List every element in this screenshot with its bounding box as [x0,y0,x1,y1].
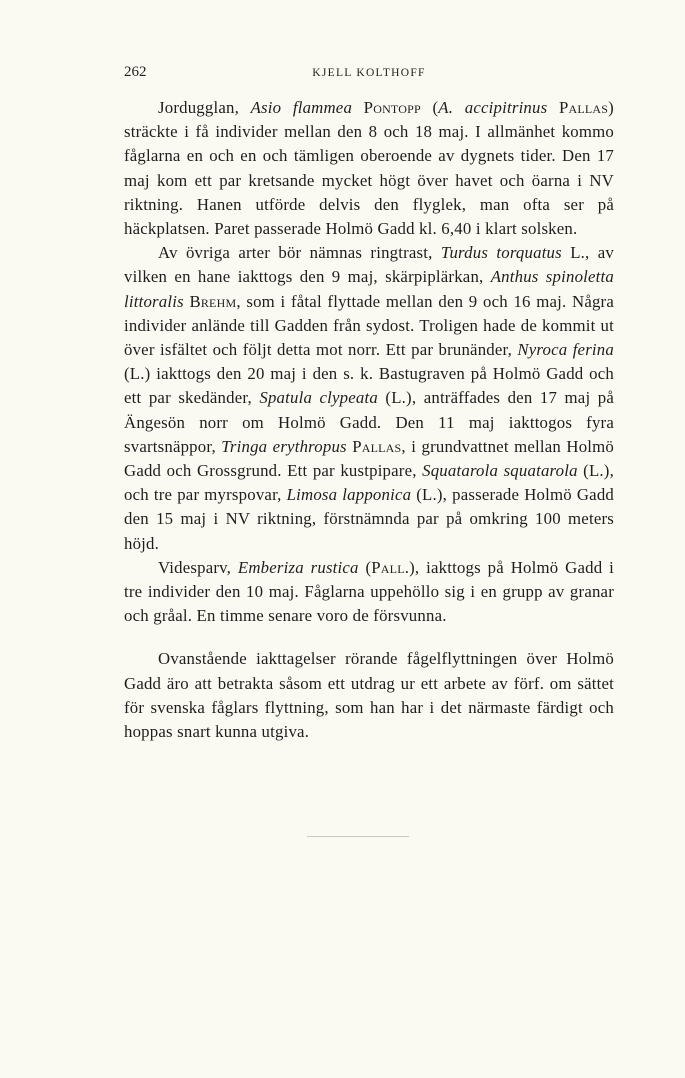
text-run [352,98,364,117]
species-name: Turdus torquatus [440,243,562,263]
species-name: Nyroca ferina [517,340,614,360]
paragraph [124,96,614,241]
text-run: , som i fåtal flyttade mellan den 9 och 16 maj. Några individer anlände till Gadden från sydost. Troligen hade de kommit ut över isfältet och följt detta mot norr. Ett par brunänder, [124,291,614,360]
author-name: Pontopp [363,98,421,117]
text-run: (L.), anträffades den 17 maj på Ängesön norr om Holmö Gadd. Den 11 maj iakttogos fyra svartsnäppor, [124,388,615,456]
species-name: Asio flammea [250,98,353,117]
running-head: KJELL KOLTHOFF [312,67,426,79]
text-run: ), iakttogs på Holmö Gadd i tre individer den 10 maj. Fåglarna uppehöllo sig i en grupp av granar och gråal. En timme senare voro de försvunna. [124,557,614,626]
text-run: (L.), passerade Holmö Gadd den 15 maj i NV riktning, förstnämnda par på omkring 100 meters höjd. [124,485,614,553]
text-run: Av övriga arter bör nämnas ringtrast, [158,243,441,263]
section-end-rule [307,836,409,837]
text-run: ) sträckte i få individer mellan den 8 och 18 maj. I allmänhet kommo fåglarna en och en och tämligen oberoende av dygnets tider. Den 17 maj kom ett par kretsande mycket högt över havet och öarna i NV riktning. Hanen utförde delvis den flyglek, man ofta ser på häckplatsen. Paret passerade Holmö Gadd kl. 6,40 i klart solsken. [124,98,614,239]
paragraph [124,241,614,556]
text-run: L., av vilken en hane iakttogs den 9 maj, skärpiplärkan, [124,243,614,287]
text-run: ( [420,98,439,117]
text-run: (L.), och tre par myrspovar, [124,461,614,505]
species-name: Emberiza rustica [237,557,359,577]
text-run: ( [358,557,372,577]
author-name: Pallas [558,98,609,117]
species-name: Tringa erythropus [221,436,347,456]
text-run [547,98,559,117]
species-name: Squatarola squatarola [422,461,578,481]
author-name: Pallas [352,436,402,456]
text-run: , i grundvattnet mellan Holmö Gadd och Grossgrund. Ett par kustpipare, [124,436,614,481]
body-text [124,96,614,744]
paragraph [124,556,614,629]
text-run: Ovanstående iakttagelser rörande fågelflyttningen över Holmö Gadd äro att betrakta såsom ett utdrag ur ett arbete av förf. om sättet för svenska fåglars flyttning, som han har i det närmaste färdigt och hoppas snart kunna utgiva. [124,649,614,742]
author-name: Brehm [189,291,237,311]
text-run: (L.) iakttogs den 20 maj i den s. k. Bastugraven på Holmö Gadd och ett par skedänder, [124,364,614,408]
paragraph [124,647,614,744]
species-name: A. accipitrinus [438,98,548,117]
author-name: Pall. [371,557,410,577]
text-run: Jordugglan, [158,98,251,117]
page-number: 262 [124,64,147,80]
species-name: Spatula clypeata [259,388,378,408]
text-run: Videsparv, [158,557,238,577]
species-name: Limosa lapponica [286,485,412,505]
species-name: Anthus spinoletta littoralis [124,267,615,311]
